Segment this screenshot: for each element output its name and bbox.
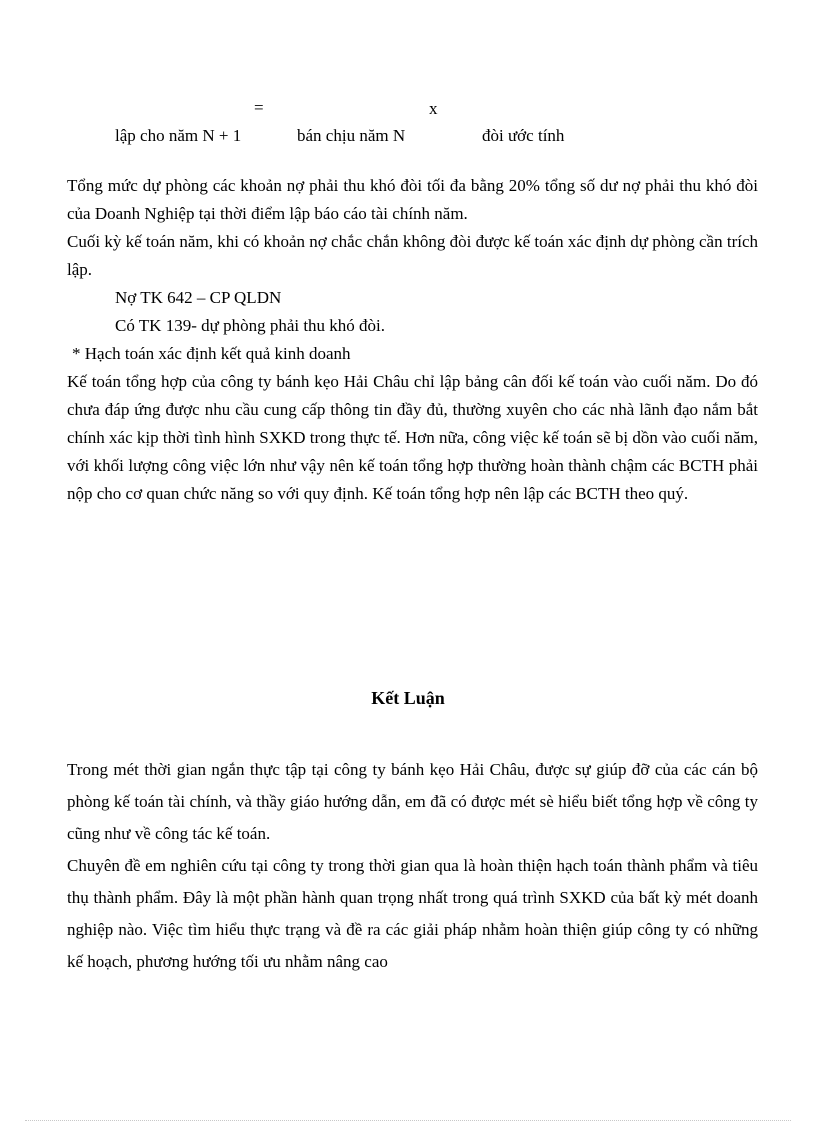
formula-times-sign: x <box>429 99 438 118</box>
conclusion-paragraph-2: Chuyên đề em nghiên cứu tại công ty trong thời gian qua là hoàn thiện hạch toán thành phẩm và tiêu thụ thành phẩm. Đây là một phần hành quan trọng nhất trong quá trình SXKD của bất kỳ mét doanh nghiệp nào. Việc tìm hiểu thực trạng và đề ra các giải pháp nhằm hoàn thiện giúp công ty có những kế hoạch, phương hướng tối ưu nhằm nâng cao <box>67 856 758 971</box>
conclusion-title: Kết Luận <box>371 688 445 708</box>
formula-label-mid: bán chịu năm N <box>297 126 406 145</box>
formula-equals-sign: = <box>254 98 264 117</box>
page-footer-divider <box>25 1120 791 1121</box>
general-accounting-paragraph: Kế toán tổng hợp của công ty bánh kẹo Hải Châu chỉ lập bảng cân đối kế toán vào cuối năm. Do đó chưa đáp ứng được nhu cầu cung cấp thông tin đầy đủ, thường xuyên cho các nhà lãnh đạo nắm bắt chính xác kịp thời tình hình SXKD trong thực tế. Hơn nữa, công việc kế toán sẽ bị dồn vào cuối năm, với khối lượng công việc lớn như vậy nên kế toán tổng hợp thường hoàn thành chậm các BCTH phải nộp cho cơ quan chức năng so với quy định. Kế toán tổng hợp nên lập các BCTH theo quý. <box>67 372 758 503</box>
conclusion-paragraph-1: Trong mét thời gian ngắn thực tập tại công ty bánh kẹo Hải Châu, được sự giúp đỡ của các cán bộ phòng kế toán tài chính, và thầy giáo hướng dẫn, em đã có được mét sè hiểu biết tổng hợp về công ty cũng như về công tác kế toán. <box>67 760 758 843</box>
formula-label-right: đòi ước tính <box>482 126 565 145</box>
provision-limit-paragraph: Tổng mức dự phòng các khoản nợ phải thu khó đòi tối đa bằng 20% tổng số dư nợ phải thu khó đòi của Doanh Nghiệp tại thời điểm lập báo cáo tài chính năm. <box>67 176 758 223</box>
section-heading: * Hạch toán xác định kết quả kinh doanh <box>72 344 351 363</box>
journal-entry-debit: Nợ TK 642 – CP QLDN <box>115 288 282 307</box>
formula-label-left: lập cho năm N + 1 <box>115 126 242 145</box>
journal-entry-credit: Có TK 139- dự phòng phải thu khó đòi. <box>115 316 386 335</box>
year-end-provision-paragraph: Cuối kỳ kế toán năm, khi có khoản nợ chắc chắn không đòi được kế toán xác định dự phòng cần trích lập. <box>67 232 758 279</box>
